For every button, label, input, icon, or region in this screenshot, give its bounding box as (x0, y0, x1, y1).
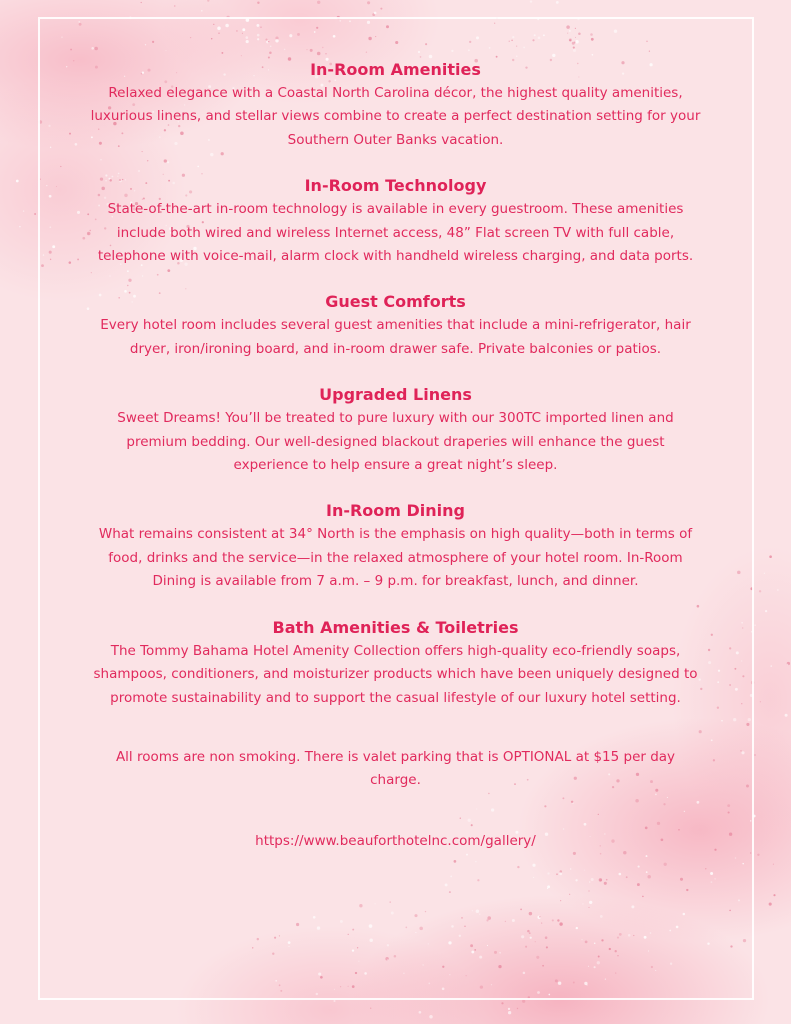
glitter-speck (201, 10, 203, 12)
section-in-room-dining (90, 499, 701, 593)
non-smoking-parking-note: All rooms are non smoking. There is valet parking that is OPTIONAL at $15 per day charge. (115, 748, 676, 789)
section-in-room-amenities (90, 58, 701, 152)
section-heading: Upgraded Linens (319, 385, 472, 405)
glitter-speck (429, 1015, 433, 1019)
glitter-speck (765, 610, 767, 612)
glitter-speck (333, 1000, 335, 1002)
glitter-speck (374, 12, 377, 15)
glitter-speck (777, 589, 778, 590)
glitter-speck (769, 903, 772, 906)
glitter-speck (764, 573, 765, 574)
glitter-speck (773, 894, 775, 896)
glitter-speck (174, 5, 175, 6)
section-body: What remains consistent at 34° North is the emphasis on high quality—both in terms of food, drinks and the service—in the relaxed atmosphere of your hotel room. In-Room Dining is available from 7 a.m. – 9 p.m. for breakfast, lunch, and dinner. (98, 526, 693, 590)
section-bath-amenities (90, 616, 701, 710)
section-heading: Guest Comforts (325, 292, 466, 312)
glitter-speck (367, 1, 370, 4)
glitter-speck (517, 1008, 518, 1009)
glitter-speck (757, 854, 759, 856)
section-heading: In-Room Technology (304, 176, 487, 196)
glitter-speck (19, 226, 21, 228)
glitter-speck (759, 590, 761, 592)
glitter-speck (141, 2, 142, 3)
glitter-speck (257, 2, 259, 4)
glitter-speck (785, 714, 788, 717)
glitter-speck (16, 180, 19, 183)
glitter-speck (754, 754, 756, 756)
glitter-speck (773, 864, 774, 865)
glitter-speck (769, 555, 772, 558)
glitter-speck (501, 1002, 503, 1004)
section-upgraded-linens (90, 383, 701, 477)
glitter-speck (370, 1008, 371, 1009)
section-body: Relaxed elegance with a Coastal North Carolina décor, the highest quality amenities, luxurious linens, and stellar views combine to create a perfect destination setting for your Southern Outer Banks vacation. (90, 85, 701, 148)
glitter-speck (556, 1, 559, 4)
section-body: The Tommy Bahama Hotel Amenity Collection offers high-quality eco-friendly soaps, shampoos, conditioners, and moisturizer products which have been uniquely designed to promote sustainability and to support the casual lifestyle of our luxury hotel setting. (93, 642, 698, 706)
section-heading: In-Room Dining (325, 501, 465, 521)
section-in-room-technology (90, 174, 701, 268)
glitter-speck (754, 624, 756, 626)
section-guest-comforts (90, 290, 701, 361)
glitter-speck (34, 213, 36, 215)
glitter-speck (317, 1, 320, 4)
glitter-speck (419, 1011, 422, 1014)
glitter-speck (530, 0, 532, 2)
glitter-speck (23, 210, 24, 211)
glitter-speck (771, 665, 772, 666)
gallery-link[interactable]: https://www.beauforthotelnc.com/gallery/ (255, 832, 536, 849)
glitter-speck (207, 0, 209, 2)
glitter-speck (508, 1008, 510, 1010)
glitter-speck (522, 1000, 525, 1003)
section-heading: Bath Amenities & Toiletries (272, 617, 519, 637)
glitter-speck (508, 1011, 511, 1014)
section-body: State-of-the-art in-room technology is available in every guestroom. These amenities include both wired and wireless Internet access, 48” Flat screen TV with full cable, telephone with voice-mail, alarm clock with handheld wireless charging, and data ports. (97, 201, 694, 265)
glitter-speck (380, 8, 382, 10)
glitter-speck (787, 664, 788, 665)
section-heading: In-Room Amenities (310, 60, 481, 79)
section-body: Sweet Dreams! You’ll be treated to pure luxury with our 300TC imported linen and premium bedding. Our well-designed blackout draperies will enhance the guest experience to help ensure a great night’s sleep. (117, 410, 674, 474)
section-body: Every hotel room includes several guest amenities that include a mini-refrigerator, hair dryer, iron/ironing board, and in-room drawer safe. Private balconies or patios. (100, 317, 691, 357)
amenities-content (90, 58, 701, 853)
glitter-speck (760, 701, 761, 702)
